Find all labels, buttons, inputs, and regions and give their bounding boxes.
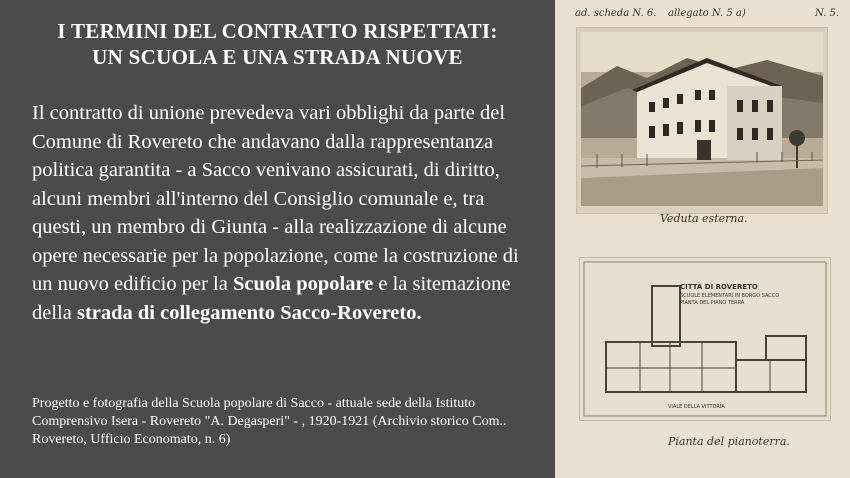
body-paragraph — [32, 99, 532, 327]
plan-street-label: VIALE DELLA VITTORIA — [668, 404, 725, 410]
floor-plan — [579, 257, 831, 421]
document-note-mid: allegato N. 5 a) — [668, 8, 746, 19]
body-bold-school: Scuola popolare — [232, 273, 374, 295]
body-bold-road: strada di collegamento Sacco-Rovereto. — [76, 301, 422, 324]
plan-subtitle: SCUOLE ELEMENTARI IN BORGO SACCO — [680, 293, 780, 299]
page-title — [0, 18, 555, 70]
plan-subtitle-2: PIANTA DEL PIANO TERRA — [680, 300, 745, 306]
plan-caption: Pianta del pianoterra. — [668, 435, 790, 448]
body-text-1: Il contratto di unione prevedeva vari obblighi da parte del Comune di Rovereto che andavano dalla rappresentanza politica garantita - a Sacco venivano assicurati, di diritto, alcuni membri all'interno del Consiglio comunale e, tra questi, un membro di Giunta - alla realizzazione di alcune opere necessarie per la popolazione, come la costruzione di un nuovo edificio per la — [32, 102, 519, 295]
title-line-1: I TERMINI DEL CONTRATTO RISPETTATI: — [57, 19, 498, 43]
image-caption: Progetto e fotografia della Scuola popolare di Sacco - attuale sede della Istituto Comprensivo Isera - Rovereto "A. Degasperi" - , 1920-1921 (Archivio storico Com.. Rovereto, Ufficio Economato, n. 6) — [32, 396, 507, 447]
school-photo — [576, 27, 828, 214]
school-photo-image — [577, 28, 827, 213]
plan-title: CITTÀ DI ROVERETO — [680, 283, 758, 291]
body-text-2: e la sitemazione della — [32, 273, 511, 324]
document-note-left: ad. scheda N. 6. — [575, 8, 657, 19]
document-note-right: N. 5. — [815, 8, 840, 19]
photo-caption: Veduta esterna. — [660, 212, 748, 225]
title-line-2: UN SCUOLA E UNA STRADA NUOVE — [92, 45, 463, 69]
